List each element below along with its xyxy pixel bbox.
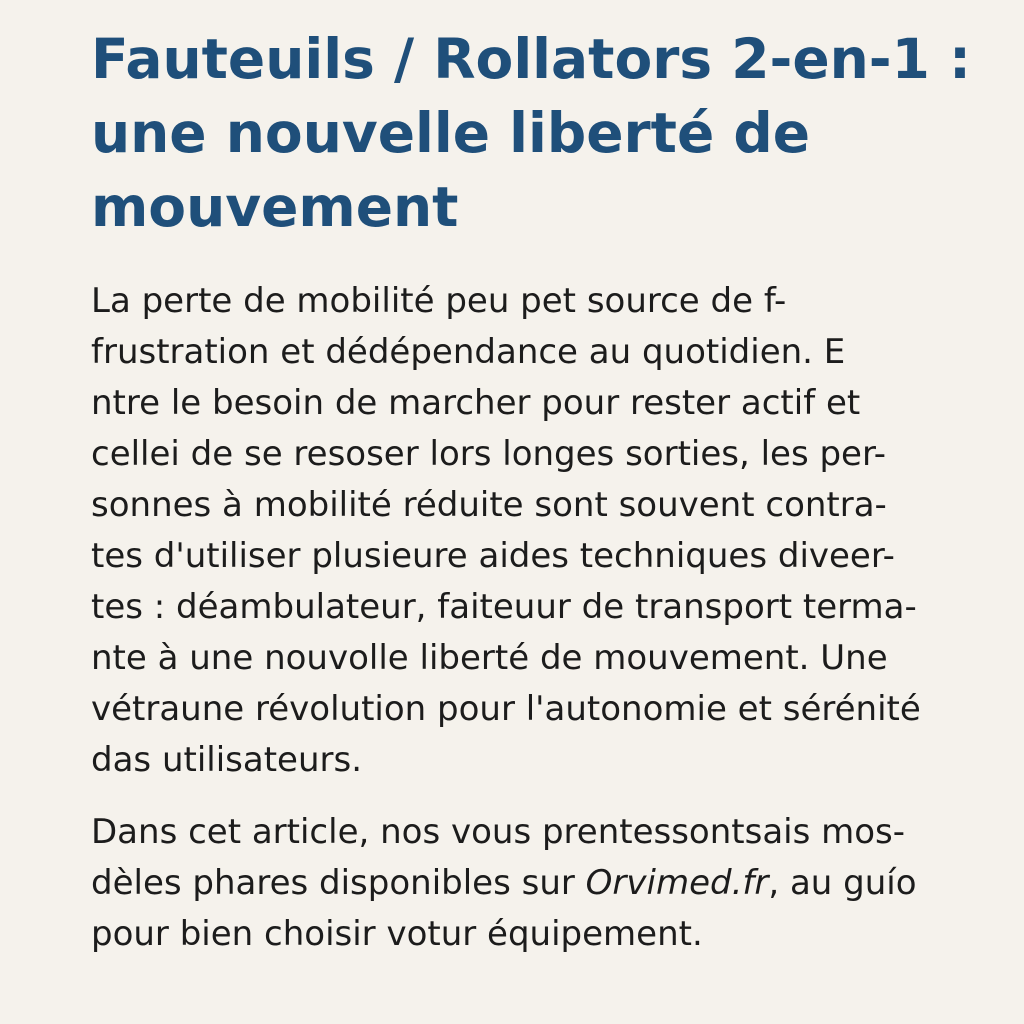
title-line: une nouvelle liberté de bbox=[91, 101, 811, 165]
paragraph-text: dèles phares disponibles sur bbox=[91, 863, 586, 903]
paragraph-line: sonnes à mobilité réduite sont souvent contra- bbox=[91, 485, 887, 525]
title-line: mouvement bbox=[91, 175, 459, 239]
paragraph-text: , au guío bbox=[768, 863, 917, 903]
paragraph-line bbox=[91, 858, 971, 909]
paragraph-line: frustration et dédépendance au quotidien. E bbox=[91, 332, 846, 372]
intro-paragraph bbox=[91, 276, 971, 786]
paragraph-line: nte à une nouvolle liberté de mouvement. Une bbox=[91, 638, 888, 678]
paragraph-line: tes d'utiliser plusieure aides techniques diveer- bbox=[91, 536, 895, 576]
paragraph-line: vétraune révolution pour l'autonomie et sérénité bbox=[91, 689, 921, 729]
site-name: Orvimed.fr bbox=[585, 863, 769, 903]
paragraph-line: das utilisateurs. bbox=[91, 740, 363, 780]
paragraph-line: tes : déambulateur, faiteuur de transport terma- bbox=[91, 587, 917, 627]
paragraph-line: La perte de mobilité peu pet source de f- bbox=[91, 281, 787, 321]
paragraph-line: pour bien choisir votur équipement. bbox=[91, 914, 703, 954]
paragraph-line: Dans cet article, nos vous prentessontsais mos- bbox=[91, 812, 906, 852]
article-intro-paragraph bbox=[91, 807, 971, 960]
paragraph-line: ntre le besoin de marcher pour rester actif et bbox=[91, 383, 861, 423]
paragraph-line: cellei de se resoser lors longes sorties, les per- bbox=[91, 434, 887, 474]
article-title bbox=[91, 22, 991, 244]
title-line: Fauteuils / Rollators 2-en-1 : bbox=[91, 27, 972, 91]
